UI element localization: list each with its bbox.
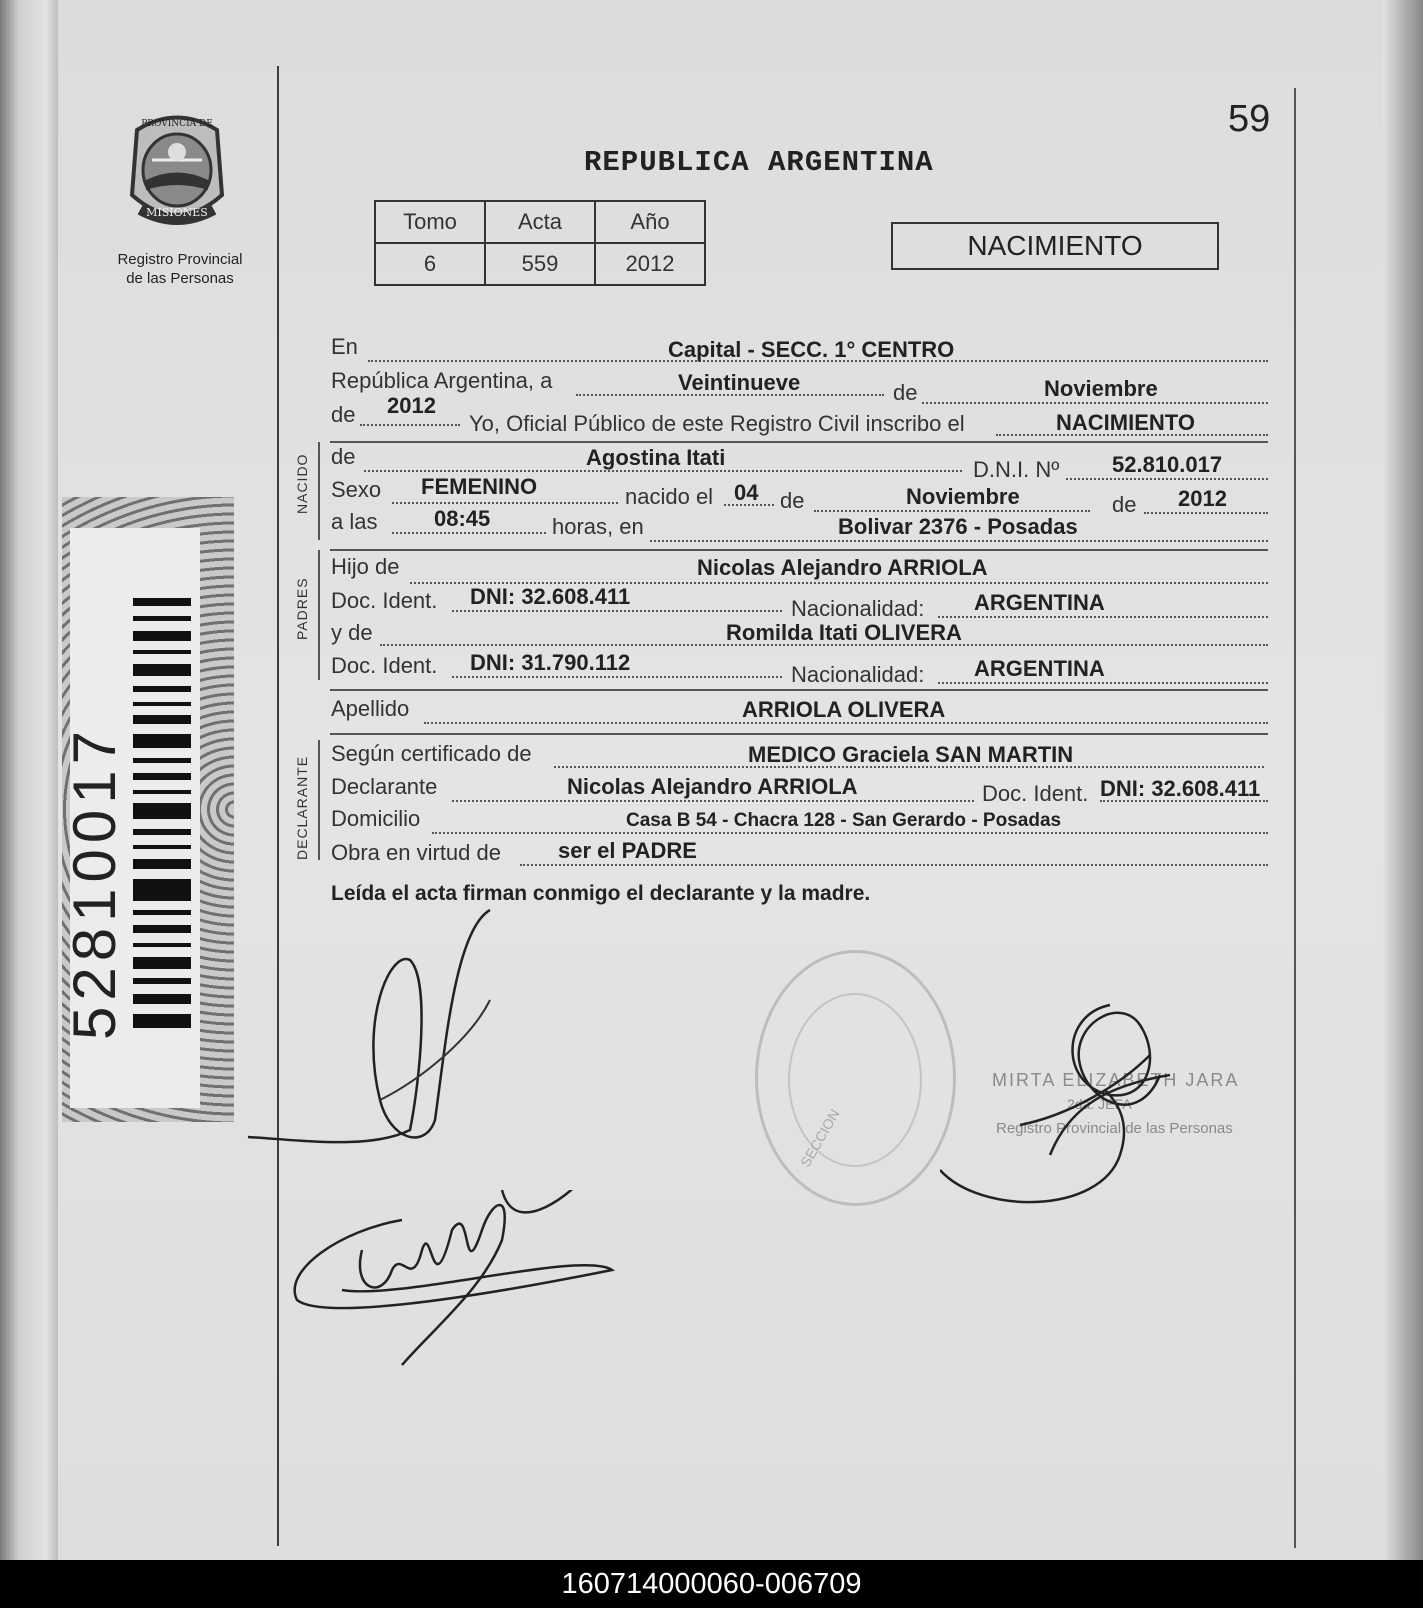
signature-icon xyxy=(282,1190,642,1370)
book-spine-edge xyxy=(0,0,62,1560)
value-declarante-doc: DNI: 32.608.411 xyxy=(1100,776,1261,801)
record-table-header-row xyxy=(375,201,705,243)
barcode-number: 52810017 xyxy=(61,725,128,1040)
value-padre-doc: DNI: 32.608.411 xyxy=(470,584,631,609)
record-table-value: 559 xyxy=(485,243,595,285)
label-yo-oficial: Yo, Oficial Público de este Registro Civil inscribo el xyxy=(469,411,965,436)
section-bracket xyxy=(318,740,320,860)
value-madre-nacionalidad: ARGENTINA xyxy=(974,656,1105,681)
label-hijo-de: Hijo de xyxy=(331,554,400,579)
value-hora: 08:45 xyxy=(434,506,491,531)
section-label-nacido: NACIDO xyxy=(294,453,310,514)
record-table-value: 2012 xyxy=(595,243,705,285)
record-table-header: Año xyxy=(595,201,705,243)
label-en: En xyxy=(331,334,358,359)
value-lugar: Capital - SECC. 1° CENTRO xyxy=(668,337,955,362)
label-domicilio: Domicilio xyxy=(331,806,421,831)
value-mes-inscripcion: Noviembre xyxy=(1044,376,1158,401)
record-table-header: Tomo xyxy=(375,201,485,243)
label-de: de xyxy=(1112,492,1137,517)
section-label-padres: PADRES xyxy=(294,577,310,640)
label-y-de: y de xyxy=(331,620,373,645)
section-divider xyxy=(330,441,1268,443)
official-rank: 2da. JEFA xyxy=(1067,1096,1132,1112)
section-bracket xyxy=(318,550,320,680)
value-sexo: FEMENINO xyxy=(421,474,538,499)
label-nacido-el: nacido el xyxy=(625,484,714,509)
value-anio-inscripcion: 2012 xyxy=(387,393,436,418)
value-dia-nacimiento: 04 xyxy=(734,480,759,505)
section-divider xyxy=(330,549,1268,551)
misiones-coat-of-arms-icon xyxy=(122,110,232,230)
record-table-value-row xyxy=(375,243,705,285)
label-doc-ident: Doc. Ident. xyxy=(331,653,438,678)
label-de: de xyxy=(331,402,356,427)
page-number: 59 xyxy=(1228,98,1271,140)
label-apellido: Apellido xyxy=(331,696,410,721)
value-obra-en-virtud: ser el PADRE xyxy=(558,838,697,863)
registro-line-2: de las Personas xyxy=(126,270,234,287)
label-doc-ident: Doc. Ident. xyxy=(982,781,1089,806)
section-label-declarante: DECLARANTE xyxy=(294,755,310,860)
value-domicilio: Casa B 54 - Chacra 128 - San Gerardo - Posadas xyxy=(626,810,1062,831)
dotted-line xyxy=(392,500,618,504)
section-divider xyxy=(330,733,1268,735)
signature-icon xyxy=(240,900,540,1160)
closing-statement: Leída el acta firman conmigo el declarante y la madre. xyxy=(331,882,871,905)
registro-line-1: Registro Provincial xyxy=(117,251,243,268)
record-table-header: Acta xyxy=(485,201,595,243)
value-nombre: Agostina Itati xyxy=(586,445,726,470)
value-dia-inscripcion: Veintinueve xyxy=(678,370,801,395)
value-declarante: Nicolas Alejandro ARRIOLA xyxy=(567,774,858,799)
label-horas-en: horas, en xyxy=(552,514,644,539)
section-divider xyxy=(330,689,1268,691)
label-nacionalidad: Nacionalidad: xyxy=(791,662,925,687)
stamp-text: SECCION xyxy=(797,1106,843,1170)
left-margin-line xyxy=(277,66,279,1546)
value-dni: 52.810.017 xyxy=(1112,452,1223,477)
label-republica-a: República Argentina, a xyxy=(331,368,553,393)
value-mes-nacimiento: Noviembre xyxy=(906,484,1020,509)
official-seal-icon xyxy=(755,950,956,1206)
label-dni-no: D.N.I. Nº xyxy=(973,457,1060,482)
label-doc-ident: Doc. Ident. xyxy=(331,588,438,613)
label-de: de xyxy=(331,444,356,469)
right-margin-line xyxy=(1294,88,1296,1548)
official-name: MIRTA ELIZABETH JARA xyxy=(992,1070,1240,1090)
value-anio-nacimiento: 2012 xyxy=(1178,486,1227,511)
document-title: REPUBLICA ARGENTINA xyxy=(584,146,934,179)
logo-text-top: PROVINCIA DE xyxy=(141,119,213,129)
label-segun-certificado: Según certificado de xyxy=(331,741,532,766)
page-right-shadow xyxy=(1383,0,1423,1560)
dotted-line xyxy=(360,422,460,426)
label-a-las: a las xyxy=(331,509,378,534)
value-padre: Nicolas Alejandro ARRIOLA xyxy=(697,555,988,580)
label-declarante: Declarante xyxy=(331,774,438,799)
value-certificado: MEDICO Graciela SAN MARTIN xyxy=(748,742,1074,767)
record-type-box: NACIMIENTO xyxy=(891,222,1219,270)
barcode-icon xyxy=(133,598,191,1028)
registro-caption xyxy=(95,250,265,288)
label-sexo: Sexo xyxy=(331,477,382,502)
value-madre-doc: DNI: 31.790.112 xyxy=(470,650,631,675)
value-madre: Romilda Itati OLIVERA xyxy=(726,620,962,645)
section-bracket xyxy=(318,442,320,540)
label-de: de xyxy=(893,380,918,405)
record-table xyxy=(374,200,706,286)
value-tipo-inscripcion: NACIMIENTO xyxy=(1056,410,1195,435)
footer-code: 160714000060-006709 xyxy=(0,1560,1423,1608)
official-office: Registro Provincial de las Personas xyxy=(996,1120,1233,1137)
value-apellido: ARRIOLA OLIVERA xyxy=(742,697,946,722)
label-obra-en-virtud: Obra en virtud de xyxy=(331,840,501,865)
value-padre-nacionalidad: ARGENTINA xyxy=(974,590,1105,615)
signature-icon xyxy=(940,995,1200,1225)
value-lugar-nacimiento: Bolivar 2376 - Posadas xyxy=(838,514,1078,539)
record-table-value: 6 xyxy=(375,243,485,285)
logo-text-bottom: MISIONES xyxy=(146,206,208,219)
label-de: de xyxy=(780,488,805,513)
label-nacionalidad: Nacionalidad: xyxy=(791,596,925,621)
